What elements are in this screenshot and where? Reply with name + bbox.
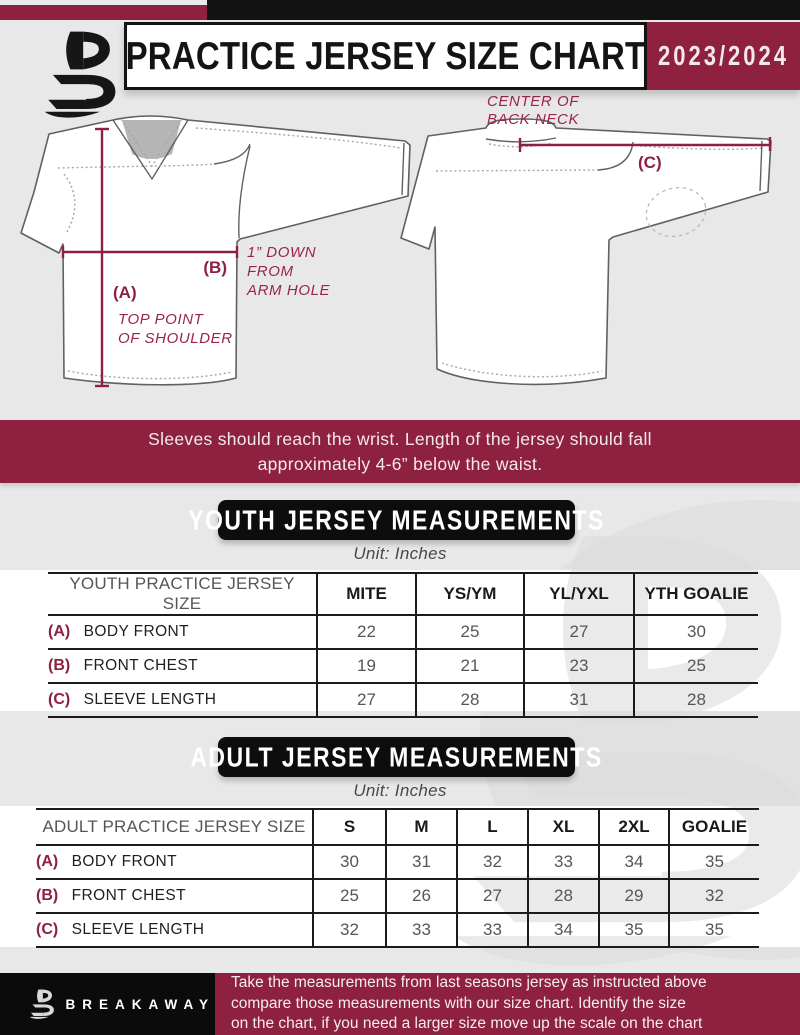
cell-value: 27 xyxy=(317,683,416,717)
col-header-l: L xyxy=(457,809,528,845)
cell-value: 34 xyxy=(599,845,669,879)
cell-value: 27 xyxy=(457,879,528,913)
col-header-adult-size: ADULT PRACTICE JERSEY SIZE xyxy=(36,809,313,845)
footer-line1: Take the measurements from last seasons jersey as instructed above xyxy=(231,974,707,992)
breakaway-b-logo-icon xyxy=(28,24,120,124)
cell-value: 33 xyxy=(386,913,457,947)
brand-name: BREAKAWAY xyxy=(65,996,215,1012)
row-label-body-front: BODY FRONT xyxy=(71,853,178,870)
jersey-measurement-diagram xyxy=(0,92,800,422)
col-header-ys-ym: YS/YM xyxy=(416,573,524,615)
table-row-sleeve-length xyxy=(48,683,758,717)
cell-value: 27 xyxy=(524,615,634,649)
col-header-mite: MITE xyxy=(317,573,416,615)
notice-line2: approximately 4-6” below the waist. xyxy=(257,453,543,474)
note-b-line2: FROM xyxy=(247,263,294,280)
row-key: (C) xyxy=(48,691,71,708)
row-key: (B) xyxy=(36,887,59,904)
cell-value: 28 xyxy=(528,879,599,913)
header-maroon-strip xyxy=(0,5,207,20)
row-key: (C) xyxy=(36,921,59,938)
note-b-line3: ARM HOLE xyxy=(247,282,331,299)
cell-value: 25 xyxy=(416,615,524,649)
col-header-s: S xyxy=(313,809,386,845)
footer-instructions xyxy=(215,973,800,1035)
row-key: (A) xyxy=(48,623,71,640)
cell-value: 32 xyxy=(457,845,528,879)
youth-section-heading: YOUTH JERSEY MEASUREMENTS xyxy=(218,500,575,540)
table-row-body-front xyxy=(36,845,759,879)
col-header-2xl: 2XL xyxy=(599,809,669,845)
row-label-sleeve-length: SLEEVE LENGTH xyxy=(83,691,217,708)
row-key: (A) xyxy=(36,853,59,870)
header-black-strip xyxy=(207,0,800,20)
cell-value: 32 xyxy=(669,879,759,913)
row-key: (B) xyxy=(48,657,71,674)
cell-value: 31 xyxy=(524,683,634,717)
label-b: (B) xyxy=(203,258,227,277)
youth-unit-label: Unit: Inches xyxy=(353,544,447,563)
table-row-front-chest xyxy=(48,649,758,683)
season-badge xyxy=(647,22,800,90)
label-a: (A) xyxy=(113,283,137,302)
cell-value: 31 xyxy=(386,845,457,879)
row-label-sleeve-length: SLEEVE LENGTH xyxy=(71,921,205,938)
notice-line1: Sleeves should reach the wrist. Length of the jersey should fall xyxy=(148,428,652,449)
cell-value: 35 xyxy=(669,913,759,947)
cell-value: 32 xyxy=(313,913,386,947)
cell-value: 33 xyxy=(528,845,599,879)
season-label: 2023/2024 xyxy=(658,39,789,71)
youth-size-table xyxy=(48,572,758,718)
note-a-line2: OF SHOULDER xyxy=(118,330,233,347)
adult-unit-label: Unit: Inches xyxy=(353,781,447,800)
cell-value: 26 xyxy=(386,879,457,913)
table-row-sleeve-length xyxy=(36,913,759,947)
footer-line2: compare those measurements with our size chart. Identify the size xyxy=(231,994,686,1012)
note-c-line1: CENTER OF xyxy=(487,93,580,110)
col-header-yl-yxl: YL/YXL xyxy=(524,573,634,615)
col-header-xl: XL xyxy=(528,809,599,845)
breakaway-b-logo-icon xyxy=(24,985,55,1023)
cell-value: 19 xyxy=(317,649,416,683)
back-jersey-drawing xyxy=(401,119,771,384)
cell-value: 30 xyxy=(313,845,386,879)
fit-notice-banner xyxy=(0,420,800,483)
youth-header-row xyxy=(48,573,758,615)
cell-value: 23 xyxy=(524,649,634,683)
cell-value: 25 xyxy=(313,879,386,913)
cell-value: 28 xyxy=(416,683,524,717)
cell-value: 35 xyxy=(669,845,759,879)
footer-line3: on the chart, if you need a larger size move up the scale on the chart xyxy=(231,1015,703,1033)
note-a-line1: TOP POINT xyxy=(118,311,204,328)
adult-section-heading: ADULT JERSEY MEASUREMENTS xyxy=(218,737,575,777)
adult-header-row xyxy=(36,809,759,845)
cell-value: 28 xyxy=(634,683,758,717)
cell-value: 29 xyxy=(599,879,669,913)
cell-value: 35 xyxy=(599,913,669,947)
note-c-line2: BACK NECK xyxy=(487,111,580,128)
row-label-front-chest: FRONT CHEST xyxy=(83,657,199,674)
footer-brand-block xyxy=(0,973,215,1035)
cell-value: 25 xyxy=(634,649,758,683)
adult-size-table xyxy=(36,808,759,948)
table-row-body-front xyxy=(48,615,758,649)
col-header-goalie: GOALIE xyxy=(669,809,759,845)
col-header-youth-size: YOUTH PRACTICE JERSEY SIZE xyxy=(48,573,317,615)
note-b-line1: 1” DOWN xyxy=(247,244,317,261)
cell-value: 33 xyxy=(457,913,528,947)
page-title-box xyxy=(124,22,647,90)
row-label-body-front: BODY FRONT xyxy=(83,623,190,640)
col-header-yth-goalie: YTH GOALIE xyxy=(634,573,758,615)
cell-value: 21 xyxy=(416,649,524,683)
page-title: PRACTICE JERSEY SIZE CHART xyxy=(125,33,646,78)
col-header-m: M xyxy=(386,809,457,845)
cell-value: 22 xyxy=(317,615,416,649)
cell-value: 34 xyxy=(528,913,599,947)
table-row-front-chest xyxy=(36,879,759,913)
label-c: (C) xyxy=(638,153,662,172)
cell-value: 30 xyxy=(634,615,758,649)
row-label-front-chest: FRONT CHEST xyxy=(71,887,187,904)
